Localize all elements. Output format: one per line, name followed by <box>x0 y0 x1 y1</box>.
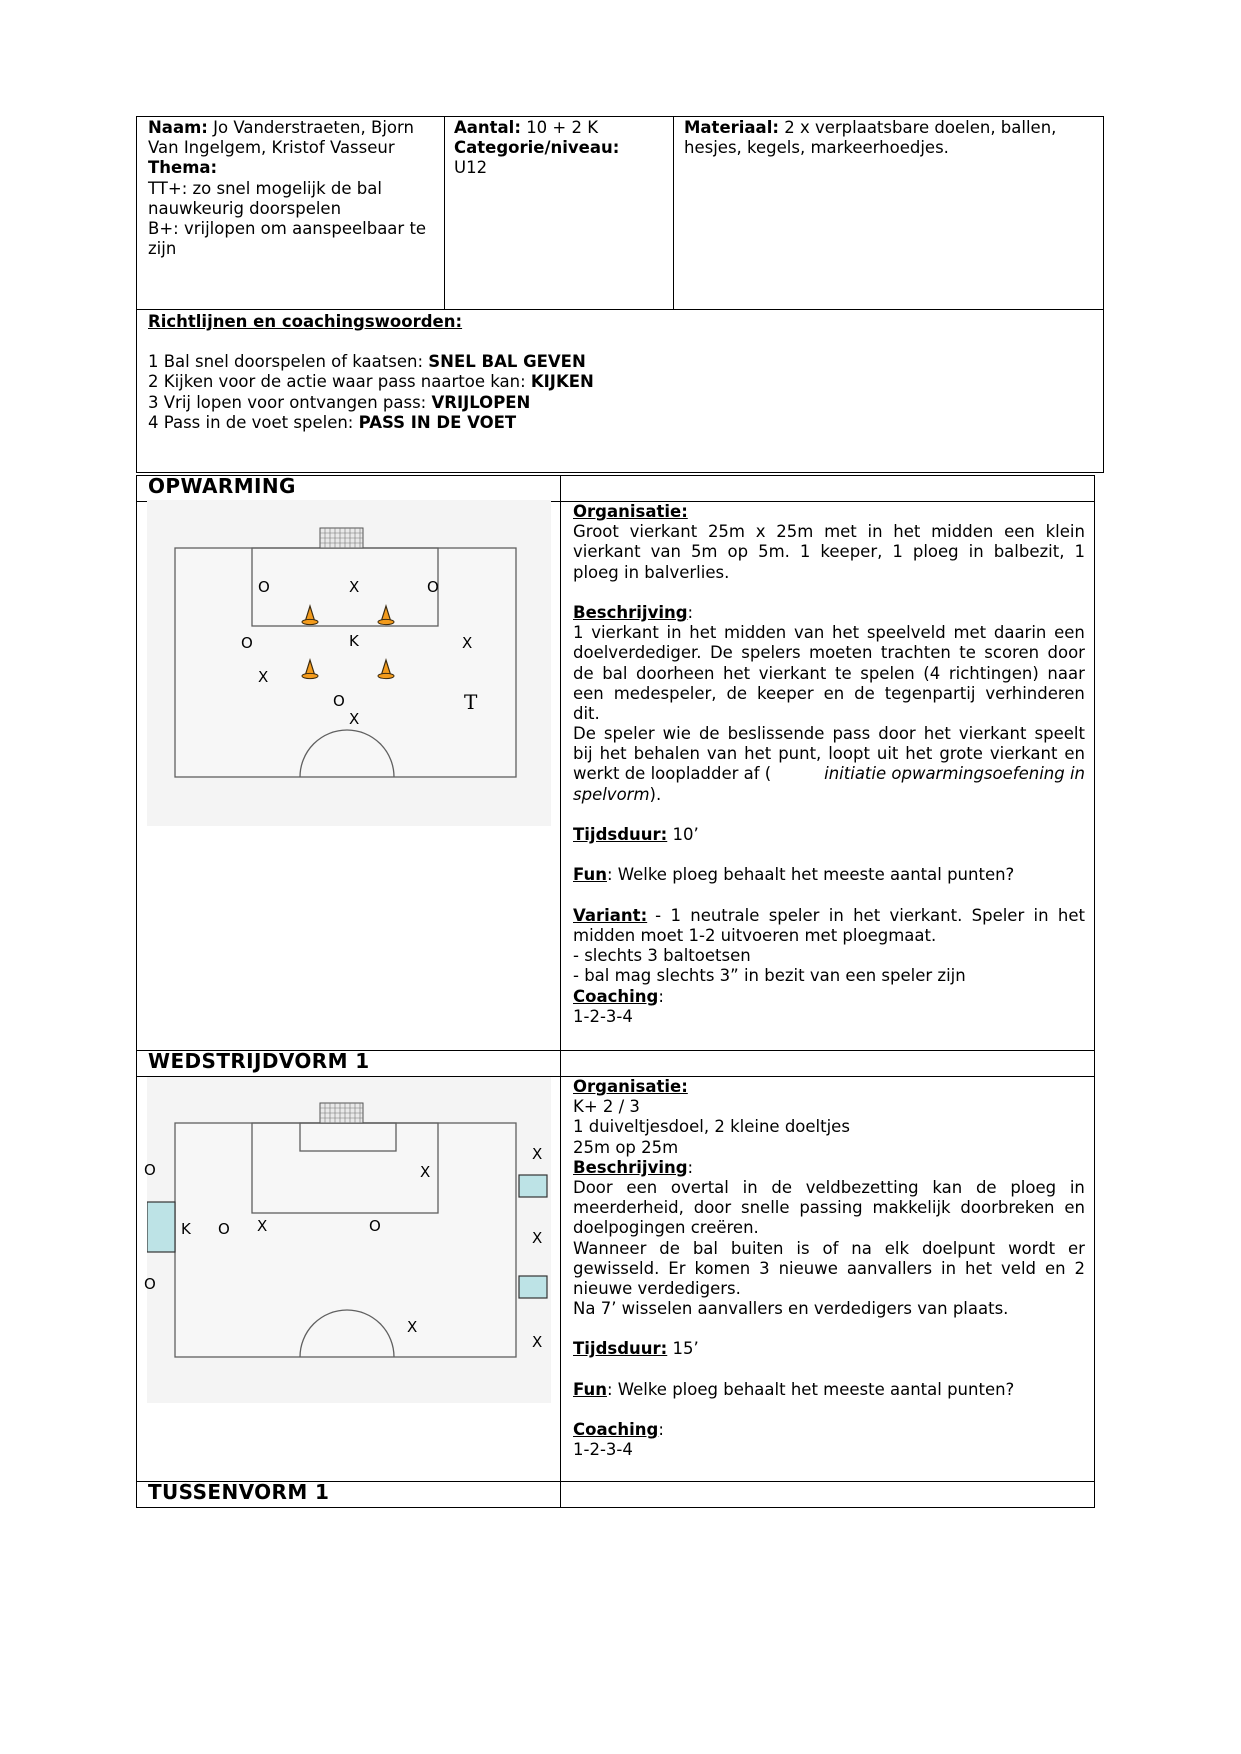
naam-line-2: Van Ingelgem, Kristof Vasseur <box>148 138 395 158</box>
materiaal-label: Materiaal: <box>684 118 779 137</box>
text-line: 25m op 25m <box>573 1137 679 1157</box>
player-marker: O <box>333 692 345 710</box>
player-marker: X <box>420 1163 431 1181</box>
text-line: Groot vierkant 25m x 25m met in het midden een klein <box>573 522 1085 542</box>
fun-label: Fun <box>573 1379 607 1399</box>
wedstrijdvorm-field-diagram <box>144 1077 551 1403</box>
fun-label: Fun <box>573 865 607 885</box>
text-line: - slechts 3 baltoetsen <box>573 946 751 966</box>
trainer-marker: T <box>464 690 478 714</box>
organisatie-label: Organisatie: <box>573 1077 688 1096</box>
italic-text: initiatie opwarmingsoefening in <box>824 764 1085 784</box>
text-line: dit. <box>573 703 600 723</box>
text-line: Na 7’ wisselen aanvallers en verdedigers van plaats. <box>573 1299 1009 1319</box>
coaching-value: 1-2-3-4 <box>573 1006 633 1026</box>
richtlijn-item: 1 Bal snel doorspelen of kaatsen: SNEL BAL GEVEN <box>148 352 586 372</box>
small-goal-icon <box>147 1202 175 1252</box>
field-drawing <box>147 500 551 826</box>
section-title-opwarming: OPWARMING <box>148 474 296 498</box>
materiaal-line-1: 2 x verplaatsbare doelen, ballen, <box>784 118 1057 137</box>
section-title-wedstrijdvorm: WEDSTRIJDVORM 1 <box>148 1049 370 1073</box>
thema-line-4: zijn <box>148 239 177 259</box>
player-marker: O <box>218 1220 230 1238</box>
opwarming-field-diagram <box>147 500 551 826</box>
text-line: K+ 2 / 3 <box>573 1097 640 1117</box>
text-line: een medespeler, de keeper en de tegenpartij verhinderen <box>573 683 1085 703</box>
player-marker: X <box>532 1229 543 1247</box>
player-marker: O <box>369 1217 381 1235</box>
text-line: 1 vierkant in het midden van het speelveld met daarin een <box>573 623 1085 643</box>
italic-text: spelvorm <box>573 784 650 804</box>
naam-label: Naam: <box>148 118 208 137</box>
text-line: vierkant van 5m op 5m. 1 keeper, 1 ploeg in balbezit, 1 <box>573 542 1085 562</box>
player-marker: X <box>349 710 360 728</box>
coaching-label: Coaching <box>573 986 659 1006</box>
richtlijnen-cell <box>148 312 594 433</box>
small-goal-icon <box>519 1175 547 1197</box>
goal-net-icon <box>320 528 363 548</box>
beschrijving-label: Beschrijving <box>573 602 688 622</box>
small-goal-icon <box>519 1276 547 1298</box>
categorie-value: U12 <box>454 158 488 178</box>
categorie-label: Categorie/niveau: <box>454 138 620 158</box>
beschrijving-label: Beschrijving <box>573 1157 688 1177</box>
naam-cell <box>148 118 426 259</box>
player-marker: X <box>407 1318 418 1336</box>
text-line: bij het behalen van het punt, loopt uit het grote vierkant en <box>573 744 1085 764</box>
fun-value: : Welke ploeg behaalt het meeste aantal punten? <box>606 865 1015 885</box>
field-drawing <box>147 1077 551 1403</box>
tijdsduur-value: 10’ <box>672 825 699 844</box>
thema-line-2: nauwkeurig doorspelen <box>148 198 342 218</box>
text-line: nieuwe verdedigers. <box>573 1278 741 1298</box>
aantal-value: 10 + 2 K <box>526 118 599 137</box>
naam-line-1: Jo Vanderstraeten, Bjorn <box>213 118 414 137</box>
text-line: doelverdediger. De spelers moeten trachten te scoren door <box>573 643 1085 663</box>
text-line: doelpogingen creëren. <box>573 1218 759 1238</box>
text-line: meerderheid, door snelle passing makkelijk doorbreken en <box>573 1198 1085 1218</box>
text-line: - 1 neutrale speler in het vierkant. Speler in het <box>655 905 1085 925</box>
tijdsduur-label: Tijdsduur: <box>573 1339 668 1359</box>
player-marker: X <box>532 1145 543 1163</box>
player-marker: O <box>144 1161 156 1179</box>
wedstrijdvorm-text: Organisatie: K+ 2 / 3 1 duiveltjesdoel, 2 kleine doeltjes 25m op 25m Beschrijving: Door een overtal in de veldbezetting kan de ploeg in meerderheid, door snelle passing makkelijk doorbreken en doelpogingen creëren. Wanneer de bal buiten is of na elk doelpunt wordt er gewisseld. Er komen 3 nieuwe aanvallers in het veld en 2 nieuwe verdedigers. Na 7’ wisselen aanvallers en verdedigers van plaats. Tijdsduur: 15’ Fun: Welke ploeg behaalt het meeste aantal punten? Coaching: 1-2-3-4 <box>573 1077 1085 1460</box>
coaching-value: 1-2-3-4 <box>573 1440 633 1460</box>
player-marker: X <box>257 1217 268 1235</box>
organisatie-label: Organisatie: <box>573 502 688 521</box>
text-line: Door een overtal in de veldbezetting kan de ploeg in <box>573 1177 1085 1197</box>
aantal-label: Aantal: <box>454 118 521 137</box>
richtlijnen-title: Richtlijnen en coachingswoorden: <box>148 312 463 331</box>
player-marker: O <box>258 578 270 596</box>
text-line: Wanneer de bal buiten is of na elk doelpunt wordt er <box>573 1238 1085 1258</box>
section-title-tussenvorm: TUSSENVORM 1 <box>148 1480 330 1504</box>
tijdsduur-value: 15’ <box>672 1339 699 1359</box>
opwarming-text: Organisatie: Groot vierkant 25m x 25m met in het midden een klein vierkant van 5m op 5m. 1 keeper, 1 ploeg in balbezit, 1 ploeg in balverlies. Beschrijving: 1 vierkant in het midden van het speelveld met daarin een doelverdediger. De spelers moeten trachten te scoren door de bal doorheen het vierkant te spelen (4 richtingen) naar een medespeler, de keeper en de tegenpartij verhinderen dit. De speler wie de beslissende pass door het vierkant speelt bij het behalen van het punt, loopt uit het grote vierkant en werkt de loopladder af ( initiatie opwarmingsoefening in spelvorm). Tijdsduur: 10’ Fun: Welke ploeg behaalt het meeste aantal punten? Variant: - 1 neutrale speler in het vierkant. Speler in het midden moet 1-2 uitvoeren met ploegmaat. - slechts 3 baltoetsen - bal mag slechts 3” in bezit van een speler zijn Coaching: 1-2-3-4 <box>573 502 1085 1026</box>
text-line: de bal doorheen het vierkant te spelen (4 richtingen) naar <box>573 663 1085 683</box>
coaching-label: Coaching <box>573 1420 659 1440</box>
player-marker: X <box>462 634 473 652</box>
aantal-cell <box>454 118 619 179</box>
thema-line-1: TT+: zo snel mogelijk de bal <box>148 178 382 198</box>
tijdsduur-label: Tijdsduur: <box>573 825 668 844</box>
player-marker: X <box>349 578 360 596</box>
player-marker: X <box>258 668 269 686</box>
variant-label: Variant: <box>573 905 648 925</box>
player-marker: K <box>349 632 359 650</box>
thema-label: Thema: <box>148 158 218 178</box>
text-line: - bal mag slechts 3” in bezit van een speler zijn <box>573 966 966 986</box>
player-marker: K <box>181 1220 191 1238</box>
text-line: 1 duiveltjesdoel, 2 kleine doeltjes <box>573 1117 850 1137</box>
thema-line-3: B+: vrijlopen om aanspeelbaar te <box>148 219 427 239</box>
player-marker: O <box>144 1275 156 1293</box>
goal-net-icon <box>320 1103 363 1123</box>
richtlijn-item: 3 Vrij lopen voor ontvangen pass: VRIJLOPEN <box>148 392 531 412</box>
text-line: ploeg in balverlies. <box>573 562 730 582</box>
materiaal-line-2: hesjes, kegels, markeerhoedjes. <box>684 138 949 158</box>
richtlijn-item: 4 Pass in de voet spelen: PASS IN DE VOET <box>148 412 517 432</box>
fun-value: : Welke ploeg behaalt het meeste aantal punten? <box>606 1379 1015 1399</box>
player-marker: X <box>532 1333 543 1351</box>
text-line: De speler wie de beslissende pass door het vierkant speelt <box>573 724 1085 744</box>
player-marker: O <box>427 578 439 596</box>
player-marker: O <box>241 634 253 652</box>
richtlijn-item: 2 Kijken voor de actie waar pass naartoe kan: KIJKEN <box>148 372 594 392</box>
text-line: werkt de loopladder af ( <box>573 764 772 784</box>
materiaal-cell <box>684 118 1056 158</box>
text-line: gewisseld. Er komen 3 nieuwe aanvallers in het veld en 2 <box>573 1258 1085 1278</box>
text-line: midden moet 1-2 uitvoeren met ploegmaat. <box>573 925 937 945</box>
